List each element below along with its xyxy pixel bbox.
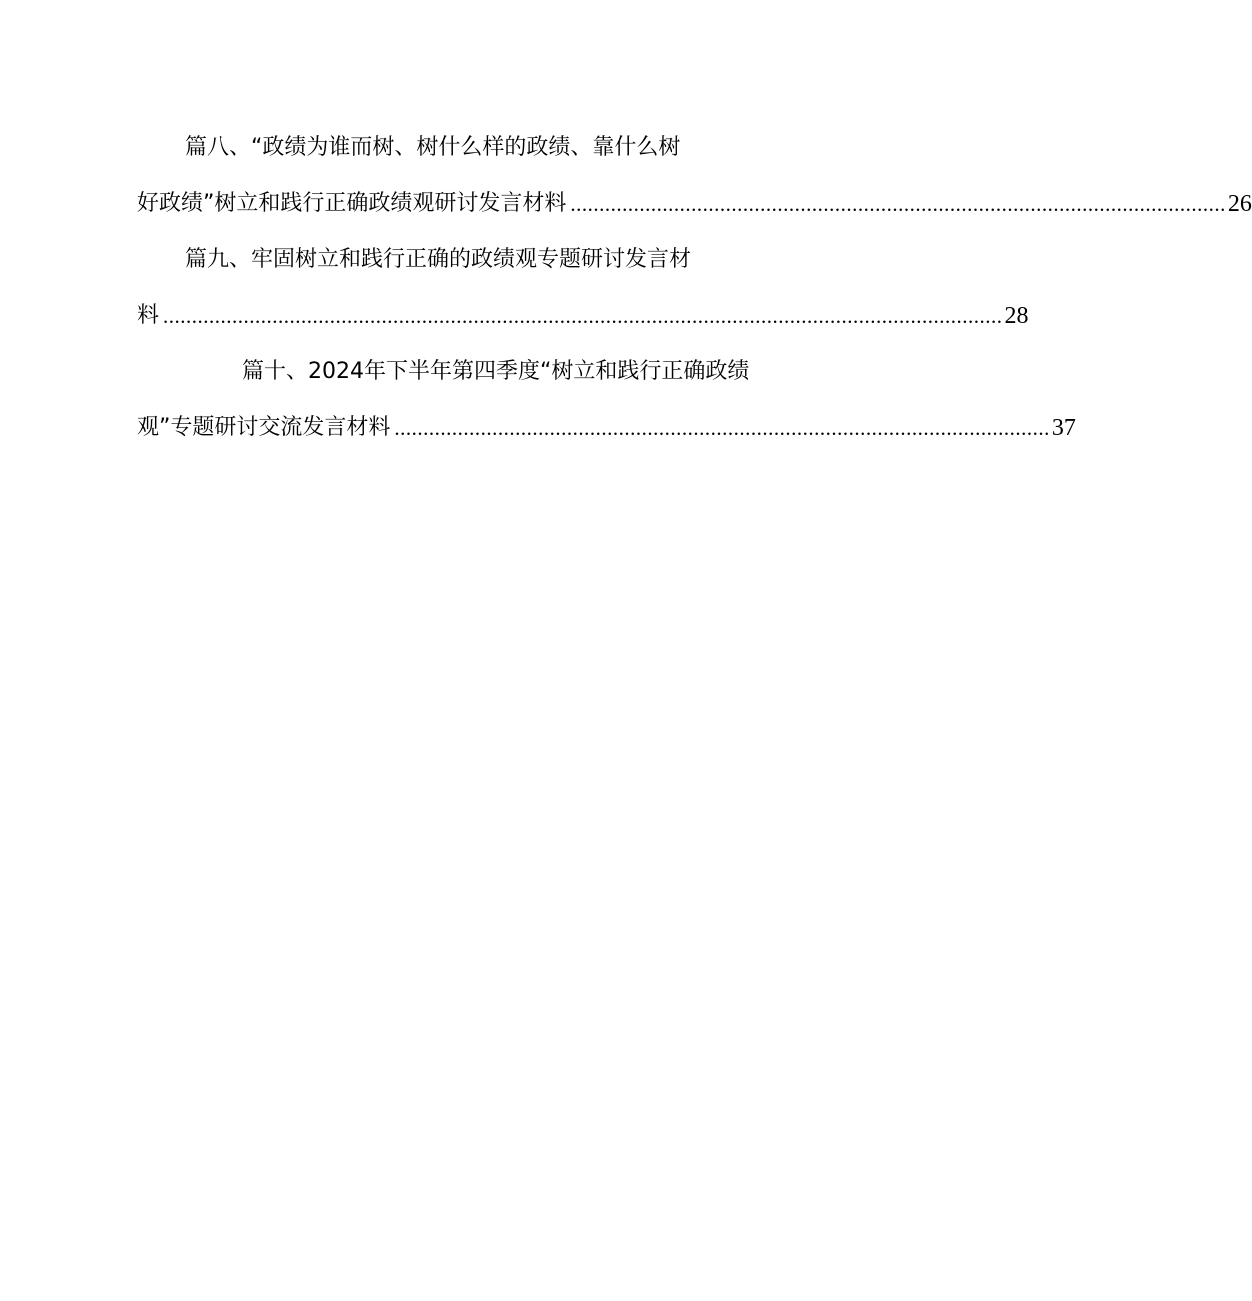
toc-entry-title-end: 观”专题研讨交流发言材料 [137, 415, 391, 440]
toc-entry-title-line [137, 240, 777, 296]
toc-entry-title-line [137, 184, 1252, 240]
toc-page-number: 37 [1051, 415, 1076, 441]
toc-entry-title-line [137, 296, 1029, 352]
toc-entry-title-start: 篇十、2024年下半年第四季度“树立和践行正确政绩 [242, 359, 750, 384]
toc-entry-title-line [137, 408, 1076, 464]
toc-entry-title-line [137, 352, 777, 408]
table-of-contents [137, 128, 1252, 464]
toc-page-number: 28 [1004, 303, 1029, 329]
dot-leader: .................................................................................................................................................. [163, 304, 1003, 328]
toc-entry-title-start: 篇九、牢固树立和践行正确的政绩观专题研讨发言材 [185, 247, 692, 272]
toc-entry-title-end: 好政绩”树立和践行正确政绩观研讨发言材料 [137, 191, 567, 216]
dot-leader: .................................................................................................................. [394, 416, 1050, 440]
toc-page-number: 26 [1227, 191, 1252, 217]
dot-leader: .................................................................................................................. [570, 192, 1226, 216]
toc-entry-9[interactable] [137, 240, 1029, 352]
toc-entry-title-line [137, 128, 777, 184]
toc-entry-8[interactable] [137, 128, 1252, 240]
toc-entry-10[interactable] [137, 352, 1076, 464]
toc-entry-title-start: 篇八、“政绩为谁而树、树什么样的政绩、靠什么树 [185, 135, 681, 160]
toc-entry-title-end: 料 [137, 303, 160, 328]
